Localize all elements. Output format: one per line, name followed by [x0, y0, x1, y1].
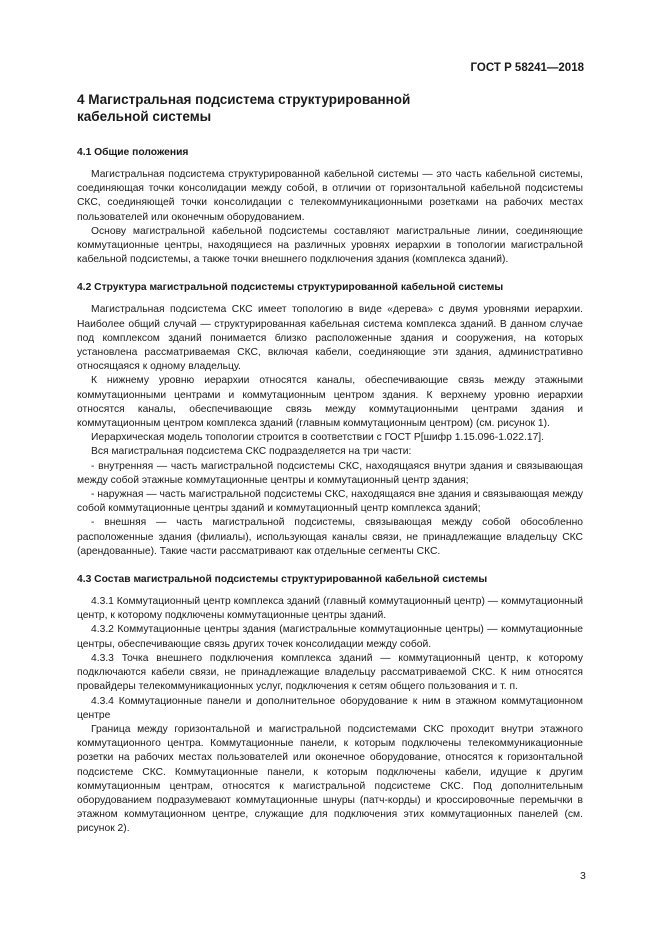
page-number: 3: [580, 870, 586, 882]
list-item: - внешняя — часть магистральной подсистемы, связывающая между собой обособленно расположенные здания (филиалы), использующая каналы связи, не принадлежащие владельцу СКС (арендованные). Такие части рассматривают как отдельные сегменты СКС.: [77, 517, 583, 557]
standard-number: ГОСТ Р 58241—2018: [470, 62, 584, 74]
paragraph: 4.3.1 Коммутационный центр комплекса зданий (главный коммутационный центр) — коммутационный центр, к которому подключены коммутационные центры зданий.: [77, 596, 583, 622]
section-4-2: [77, 281, 583, 559]
paragraph: 4.3.4 Коммутационные панели и дополнительное оборудование к ним в этажном коммутационном центре: [77, 695, 583, 721]
section-4-2-title: 4.2 Структура магистральной подсистемы структурированной кабельной системы: [77, 282, 504, 294]
paragraph: Основу магистральной кабельной подсистемы составляют магистральные линии, соединяющие коммутационные центры, находящиеся на различных уровнях иерархии в топологии магистральной кабельной подсистемы, а также точки внешнего подключения здания (комплекса зданий).: [77, 225, 583, 266]
paragraph: Граница между горизонтальной и магистральной подсистемами СКС проходит внутри этажного коммутационного центра. Коммутационные панели, к которым подключены телекоммуникационные розетки на рабочих местах пользователей или оконечное оборудование, относятся к горизонтальной подсистеме СКС. Коммутационные панели, к которым подключены кабели, идущие к другим коммутационным центрам, относятся к магистральной подсистеме СКС. Под дополнительным оборудованием подразумевают коммутационные шнуры (патч-корды) и кроссировочные перемычки в этажном коммутационном центре, служащие для подключения этих коммутационных панелей (см. рисунок 2).: [77, 723, 583, 835]
section-4-3-title: 4.3 Состав магистральной подсистемы структурированной кабельной системы: [77, 574, 488, 586]
paragraph: 4.3.3 Точка внешнего подключения комплекса зданий — коммутационный центр, к которому подключаются кабели связи, не принадлежащие владельцу рассматриваемой СКС. К ним относятся провайдеры телекоммуникационных услуг, подключения к сетям общего пользования и т. п.: [77, 652, 583, 693]
paragraph: 4.3.2 Коммутационные центры здания (магистральные коммутационные центры) — коммутационные центры, обеспечивающие связь других точек консолидации между собой.: [77, 624, 583, 650]
paragraph: Вся магистральная подсистема СКС подразделяется на три части:: [91, 446, 412, 458]
section-4-title: 4 Магистральная подсистема структурированной кабельной системы: [77, 92, 411, 124]
paragraph: К нижнему уровню иерархии относятся каналы, обеспечивающие связь между этажными коммутационными центрами и коммутационным центром здания. К верхнему уровню иерархии относятся каналы, обеспечивающие связь между коммутационными центрами здания и коммутационным центром комплекса зданий (главным коммутационным центром) (см. рисунок 1).: [77, 375, 583, 430]
paragraph: Иерархическая модель топологии строится в соответствии с ГОСТ Р[шифр 1.15.096-1.022.17].: [91, 432, 545, 444]
section-4-1: [77, 146, 583, 267]
paragraph: Магистральная подсистема СКС имеет топологию в виде «дерева» с двумя уровнями иерархии. Наиболее общий случай — структурированная кабельная система комплекса зданий. В данном случае под комплексом зданий понимается близко расположенные здания и сооружения, на которых установлена рассматриваемая СКС, включая кабели, соединяющие эти здания, административно относящаяся к одному владельцу.: [77, 304, 583, 373]
page-content: [77, 91, 583, 844]
list-item: - наружная — часть магистральной подсистемы СКС, находящаяся вне здания и связывающая между собой коммутационные центры зданий и коммутационный центр комплекса зданий;: [77, 489, 583, 515]
section-4-1-title: 4.1 Общие положения: [77, 147, 189, 158]
section-4-3: [77, 573, 583, 836]
paragraph: Магистральная подсистема структурированной кабельной системы — это часть кабельной системы, соединяющая точки консолидации между собой, в отличии от горизонтальной кабельной подсистемы СКС, соединяющей точки консолидации с телекоммуникационными розетками на рабочих местах пользователей или оконечным оборудованием.: [77, 169, 583, 223]
list-item: - внутренняя — часть магистральной подсистемы СКС, находящаяся внутри здания и связывающая между собой этажные коммутационные центры и коммутационный центр здания;: [77, 460, 583, 486]
